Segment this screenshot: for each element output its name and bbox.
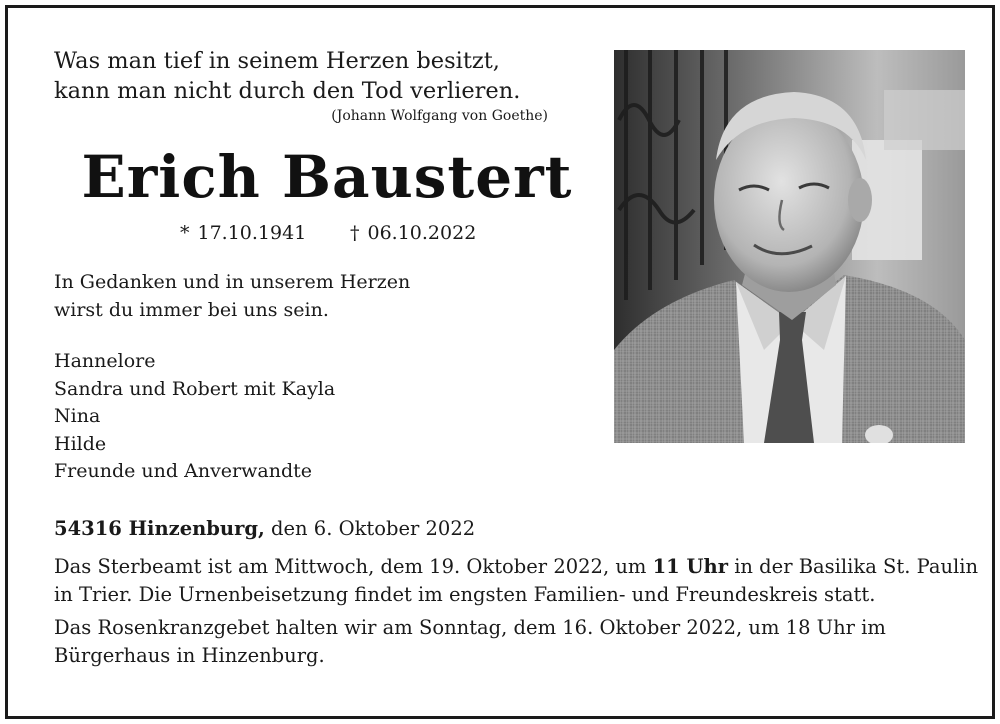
deceased-name: Erich Baustert <box>81 143 573 211</box>
funeral-mass-time: 11 Uhr <box>652 555 728 578</box>
birth-date <box>180 220 306 246</box>
birth-symbol: * <box>180 222 190 244</box>
mourner-name: Hannelore <box>54 350 156 372</box>
farewell-line-1: In Gedanken und in unserem Herzen <box>54 271 411 293</box>
birth-date-value: 17.10.1941 <box>197 222 307 244</box>
obituary-frame <box>5 5 995 719</box>
farewell-line-2: wirst du immer bei uns sein. <box>54 298 329 321</box>
quote-author: (Johann Wolfgang von Goethe) <box>331 108 548 124</box>
funeral-mass-info <box>54 553 984 608</box>
announcement-date: den 6. Oktober 2022 <box>271 517 476 540</box>
service-info <box>54 553 984 669</box>
death-symbol: † <box>350 222 360 244</box>
mourner-name: Hilde <box>54 432 107 455</box>
death-date <box>350 220 476 246</box>
quote <box>54 46 520 106</box>
place-date <box>54 516 475 542</box>
mourner-name: Sandra und Robert mit Kayla <box>54 377 336 400</box>
quote-line-1: Was man tief in seinem Herzen besitzt, <box>54 48 500 74</box>
mourner-name: Nina <box>54 405 101 427</box>
funeral-mass-text-b: in der Basilika St. Paulin in Trier. Die Urnenbeisetzung findet im engsten Familien- und Freundeskreis statt. <box>54 555 979 606</box>
place: 54316 Hinzenburg, <box>54 517 265 540</box>
mourner-name: Freunde und Anverwandte <box>54 460 312 482</box>
rosary-info: Das Rosenkranzgebet halten wir am Sonntag, dem 16. Oktober 2022, um 18 Uhr im Bürgerhaus in Hinzenburg. <box>54 616 886 667</box>
funeral-mass-text-a: Das Sterbeamt ist am Mittwoch, dem 19. Oktober 2022, um <box>54 555 647 578</box>
death-date-value: 06.10.2022 <box>367 222 477 244</box>
quote-line-2: kann man nicht durch den Tod verlieren. <box>54 78 521 104</box>
portrait-photo <box>614 50 965 443</box>
farewell-text <box>54 269 410 324</box>
mourners-list <box>54 348 335 486</box>
